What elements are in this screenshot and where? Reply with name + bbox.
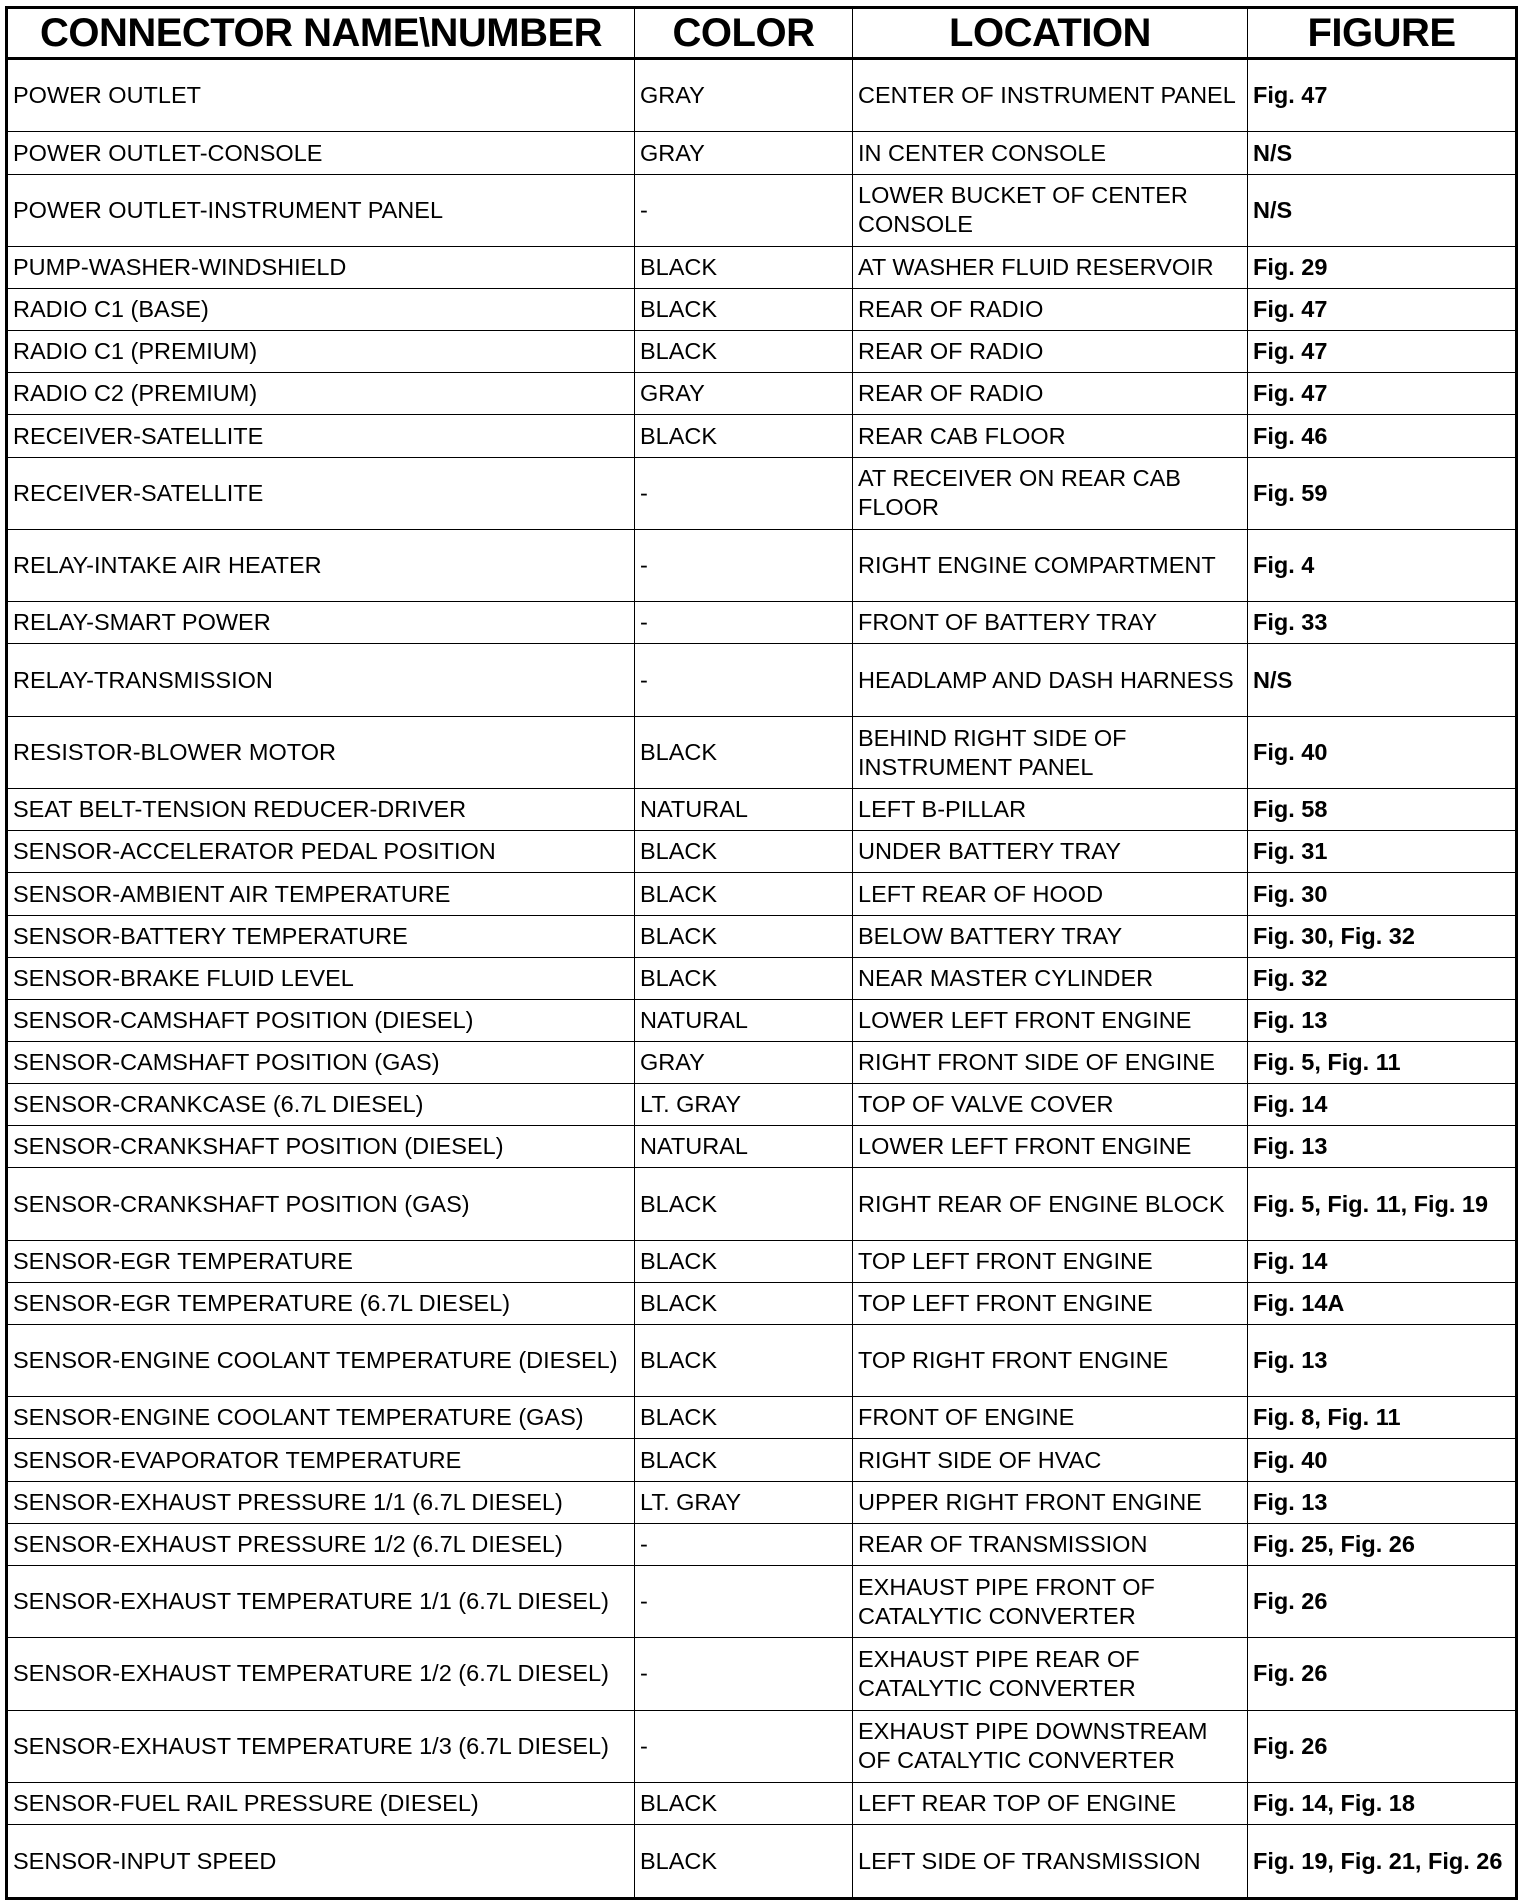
cell-connector-name: POWER OUTLET bbox=[7, 59, 635, 132]
cell-location: REAR CAB FLOOR bbox=[853, 415, 1248, 457]
cell-figure: Fig. 26 bbox=[1248, 1638, 1517, 1710]
cell-figure: Fig. 30 bbox=[1248, 873, 1517, 915]
cell-color: - bbox=[635, 1565, 853, 1637]
cell-connector-name: SEAT BELT-TENSION REDUCER-DRIVER bbox=[7, 789, 635, 831]
cell-figure: Fig. 5, Fig. 11, Fig. 19 bbox=[1248, 1168, 1517, 1240]
cell-figure: Fig. 25, Fig. 26 bbox=[1248, 1523, 1517, 1565]
cell-color: BLACK bbox=[635, 873, 853, 915]
table-row bbox=[7, 59, 1517, 132]
cell-color: - bbox=[635, 602, 853, 644]
table-row bbox=[7, 1282, 1517, 1324]
cell-color: GRAY bbox=[635, 59, 853, 132]
cell-color: BLACK bbox=[635, 1168, 853, 1240]
cell-connector-name: SENSOR-EXHAUST TEMPERATURE 1/2 (6.7L DIESEL) bbox=[7, 1638, 635, 1710]
cell-figure: N/S bbox=[1248, 132, 1517, 174]
cell-figure: Fig. 13 bbox=[1248, 1481, 1517, 1523]
cell-connector-name: SENSOR-INPUT SPEED bbox=[7, 1825, 635, 1899]
cell-color: NATURAL bbox=[635, 999, 853, 1041]
cell-figure: Fig. 59 bbox=[1248, 457, 1517, 529]
cell-location: EXHAUST PIPE DOWNSTREAM OF CATALYTIC CONVERTER bbox=[853, 1710, 1248, 1782]
table-row bbox=[7, 132, 1517, 174]
cell-figure: Fig. 26 bbox=[1248, 1565, 1517, 1637]
cell-color: GRAY bbox=[635, 1041, 853, 1083]
cell-color: BLACK bbox=[635, 1397, 853, 1439]
cell-connector-name: SENSOR-CAMSHAFT POSITION (DIESEL) bbox=[7, 999, 635, 1041]
cell-color: LT. GRAY bbox=[635, 1084, 853, 1126]
cell-connector-name: SENSOR-CRANKSHAFT POSITION (DIESEL) bbox=[7, 1126, 635, 1168]
table-row bbox=[7, 415, 1517, 457]
cell-connector-name: SENSOR-EGR TEMPERATURE (6.7L DIESEL) bbox=[7, 1282, 635, 1324]
table-body bbox=[7, 59, 1517, 1899]
cell-figure: Fig. 46 bbox=[1248, 415, 1517, 457]
cell-location: EXHAUST PIPE REAR OF CATALYTIC CONVERTER bbox=[853, 1638, 1248, 1710]
cell-connector-name: SENSOR-FUEL RAIL PRESSURE (DIESEL) bbox=[7, 1782, 635, 1824]
cell-connector-name: RECEIVER-SATELLITE bbox=[7, 415, 635, 457]
header-location: LOCATION bbox=[853, 8, 1248, 59]
cell-color: NATURAL bbox=[635, 1126, 853, 1168]
table-row bbox=[7, 1126, 1517, 1168]
cell-color: BLACK bbox=[635, 246, 853, 288]
cell-connector-name: SENSOR-CRANKCASE (6.7L DIESEL) bbox=[7, 1084, 635, 1126]
cell-connector-name: RESISTOR-BLOWER MOTOR bbox=[7, 716, 635, 788]
table-row bbox=[7, 1397, 1517, 1439]
header-row bbox=[7, 8, 1517, 59]
cell-color: BLACK bbox=[635, 1240, 853, 1282]
cell-color: BLACK bbox=[635, 1439, 853, 1481]
cell-connector-name: SENSOR-BRAKE FLUID LEVEL bbox=[7, 957, 635, 999]
cell-location: BELOW BATTERY TRAY bbox=[853, 915, 1248, 957]
cell-connector-name: SENSOR-CAMSHAFT POSITION (GAS) bbox=[7, 1041, 635, 1083]
table-row bbox=[7, 915, 1517, 957]
cell-connector-name: SENSOR-EXHAUST TEMPERATURE 1/3 (6.7L DIESEL) bbox=[7, 1710, 635, 1782]
cell-location: LEFT B-PILLAR bbox=[853, 789, 1248, 831]
cell-figure: Fig. 19, Fig. 21, Fig. 26 bbox=[1248, 1825, 1517, 1899]
cell-figure: Fig. 31 bbox=[1248, 831, 1517, 873]
table-row bbox=[7, 789, 1517, 831]
cell-location: TOP LEFT FRONT ENGINE bbox=[853, 1240, 1248, 1282]
cell-location: TOP OF VALVE COVER bbox=[853, 1084, 1248, 1126]
cell-color: BLACK bbox=[635, 415, 853, 457]
cell-connector-name: RADIO C2 (PREMIUM) bbox=[7, 373, 635, 415]
cell-connector-name: RADIO C1 (BASE) bbox=[7, 289, 635, 331]
cell-figure: Fig. 5, Fig. 11 bbox=[1248, 1041, 1517, 1083]
table-row bbox=[7, 831, 1517, 873]
cell-figure: Fig. 29 bbox=[1248, 246, 1517, 288]
cell-figure: Fig. 13 bbox=[1248, 1324, 1517, 1396]
cell-location: LEFT REAR OF HOOD bbox=[853, 873, 1248, 915]
table-row bbox=[7, 957, 1517, 999]
cell-figure: Fig. 47 bbox=[1248, 331, 1517, 373]
cell-figure: Fig. 40 bbox=[1248, 1439, 1517, 1481]
cell-color: - bbox=[635, 174, 853, 246]
cell-color: BLACK bbox=[635, 289, 853, 331]
table-row bbox=[7, 1825, 1517, 1899]
cell-connector-name: SENSOR-AMBIENT AIR TEMPERATURE bbox=[7, 873, 635, 915]
cell-connector-name: SENSOR-ENGINE COOLANT TEMPERATURE (DIESEL) bbox=[7, 1324, 635, 1396]
cell-location: AT RECEIVER ON REAR CAB FLOOR bbox=[853, 457, 1248, 529]
table-row bbox=[7, 331, 1517, 373]
table-row bbox=[7, 1481, 1517, 1523]
table-row bbox=[7, 1324, 1517, 1396]
connector-table-container bbox=[5, 6, 1515, 1900]
cell-location: RIGHT SIDE OF HVAC bbox=[853, 1439, 1248, 1481]
cell-figure: Fig. 14 bbox=[1248, 1240, 1517, 1282]
table-row bbox=[7, 1041, 1517, 1083]
header-connector-name: CONNECTOR NAME\NUMBER bbox=[7, 8, 635, 59]
cell-connector-name: PUMP-WASHER-WINDSHIELD bbox=[7, 246, 635, 288]
cell-connector-name: POWER OUTLET-INSTRUMENT PANEL bbox=[7, 174, 635, 246]
cell-connector-name: SENSOR-ENGINE COOLANT TEMPERATURE (GAS) bbox=[7, 1397, 635, 1439]
cell-connector-name: POWER OUTLET-CONSOLE bbox=[7, 132, 635, 174]
cell-color: BLACK bbox=[635, 1282, 853, 1324]
cell-color: - bbox=[635, 457, 853, 529]
cell-location: LOWER BUCKET OF CENTER CONSOLE bbox=[853, 174, 1248, 246]
table-row bbox=[7, 1638, 1517, 1710]
cell-location: REAR OF TRANSMISSION bbox=[853, 1523, 1248, 1565]
cell-color: BLACK bbox=[635, 915, 853, 957]
table-row bbox=[7, 999, 1517, 1041]
cell-color: GRAY bbox=[635, 373, 853, 415]
cell-connector-name: SENSOR-EXHAUST TEMPERATURE 1/1 (6.7L DIESEL) bbox=[7, 1565, 635, 1637]
cell-color: BLACK bbox=[635, 331, 853, 373]
cell-location: UNDER BATTERY TRAY bbox=[853, 831, 1248, 873]
table-row bbox=[7, 289, 1517, 331]
cell-location: HEADLAMP AND DASH HARNESS bbox=[853, 644, 1248, 716]
cell-location: REAR OF RADIO bbox=[853, 373, 1248, 415]
header-figure: FIGURE bbox=[1248, 8, 1517, 59]
table-row bbox=[7, 644, 1517, 716]
cell-location: EXHAUST PIPE FRONT OF CATALYTIC CONVERTER bbox=[853, 1565, 1248, 1637]
cell-location: FRONT OF ENGINE bbox=[853, 1397, 1248, 1439]
cell-location: RIGHT REAR OF ENGINE BLOCK bbox=[853, 1168, 1248, 1240]
cell-connector-name: RECEIVER-SATELLITE bbox=[7, 457, 635, 529]
cell-location: AT WASHER FLUID RESERVOIR bbox=[853, 246, 1248, 288]
cell-location: FRONT OF BATTERY TRAY bbox=[853, 602, 1248, 644]
cell-color: - bbox=[635, 644, 853, 716]
cell-connector-name: RELAY-SMART POWER bbox=[7, 602, 635, 644]
table-row bbox=[7, 1168, 1517, 1240]
table-row bbox=[7, 873, 1517, 915]
table-row bbox=[7, 716, 1517, 788]
table-row bbox=[7, 1782, 1517, 1824]
cell-location: BEHIND RIGHT SIDE OF INSTRUMENT PANEL bbox=[853, 716, 1248, 788]
cell-location: RIGHT ENGINE COMPARTMENT bbox=[853, 529, 1248, 601]
cell-color: - bbox=[635, 1523, 853, 1565]
cell-color: BLACK bbox=[635, 716, 853, 788]
cell-location: TOP LEFT FRONT ENGINE bbox=[853, 1282, 1248, 1324]
cell-location: REAR OF RADIO bbox=[853, 331, 1248, 373]
table-row bbox=[7, 373, 1517, 415]
cell-figure: Fig. 14A bbox=[1248, 1282, 1517, 1324]
cell-connector-name: SENSOR-EGR TEMPERATURE bbox=[7, 1240, 635, 1282]
cell-connector-name: RELAY-TRANSMISSION bbox=[7, 644, 635, 716]
cell-location: LEFT REAR TOP OF ENGINE bbox=[853, 1782, 1248, 1824]
cell-color: BLACK bbox=[635, 957, 853, 999]
cell-color: BLACK bbox=[635, 1782, 853, 1824]
cell-figure: Fig. 14 bbox=[1248, 1084, 1517, 1126]
cell-connector-name: SENSOR-BATTERY TEMPERATURE bbox=[7, 915, 635, 957]
table-row bbox=[7, 457, 1517, 529]
cell-location: NEAR MASTER CYLINDER bbox=[853, 957, 1248, 999]
table-row bbox=[7, 1439, 1517, 1481]
cell-figure: Fig. 40 bbox=[1248, 716, 1517, 788]
table-row bbox=[7, 529, 1517, 601]
cell-connector-name: RADIO C1 (PREMIUM) bbox=[7, 331, 635, 373]
cell-figure: Fig. 13 bbox=[1248, 1126, 1517, 1168]
cell-color: NATURAL bbox=[635, 789, 853, 831]
cell-figure: Fig. 26 bbox=[1248, 1710, 1517, 1782]
cell-location: CENTER OF INSTRUMENT PANEL bbox=[853, 59, 1248, 132]
cell-color: - bbox=[635, 1638, 853, 1710]
cell-location: LOWER LEFT FRONT ENGINE bbox=[853, 1126, 1248, 1168]
cell-location: REAR OF RADIO bbox=[853, 289, 1248, 331]
cell-location: RIGHT FRONT SIDE OF ENGINE bbox=[853, 1041, 1248, 1083]
cell-color: LT. GRAY bbox=[635, 1481, 853, 1523]
cell-connector-name: SENSOR-EXHAUST PRESSURE 1/2 (6.7L DIESEL) bbox=[7, 1523, 635, 1565]
cell-connector-name: SENSOR-EVAPORATOR TEMPERATURE bbox=[7, 1439, 635, 1481]
cell-connector-name: SENSOR-CRANKSHAFT POSITION (GAS) bbox=[7, 1168, 635, 1240]
cell-location: LEFT SIDE OF TRANSMISSION bbox=[853, 1825, 1248, 1899]
cell-figure: N/S bbox=[1248, 644, 1517, 716]
cell-figure: N/S bbox=[1248, 174, 1517, 246]
cell-location: IN CENTER CONSOLE bbox=[853, 132, 1248, 174]
table-row bbox=[7, 1523, 1517, 1565]
cell-color: BLACK bbox=[635, 1825, 853, 1899]
cell-connector-name: SENSOR-EXHAUST PRESSURE 1/1 (6.7L DIESEL) bbox=[7, 1481, 635, 1523]
cell-connector-name: SENSOR-ACCELERATOR PEDAL POSITION bbox=[7, 831, 635, 873]
cell-connector-name: RELAY-INTAKE AIR HEATER bbox=[7, 529, 635, 601]
cell-color: BLACK bbox=[635, 831, 853, 873]
cell-color: BLACK bbox=[635, 1324, 853, 1396]
cell-figure: Fig. 32 bbox=[1248, 957, 1517, 999]
cell-figure: Fig. 58 bbox=[1248, 789, 1517, 831]
cell-figure: Fig. 47 bbox=[1248, 59, 1517, 132]
cell-figure: Fig. 14, Fig. 18 bbox=[1248, 1782, 1517, 1824]
cell-figure: Fig. 47 bbox=[1248, 289, 1517, 331]
table-row bbox=[7, 1565, 1517, 1637]
table-row bbox=[7, 246, 1517, 288]
cell-figure: Fig. 30, Fig. 32 bbox=[1248, 915, 1517, 957]
header-color: COLOR bbox=[635, 8, 853, 59]
connector-table bbox=[5, 6, 1518, 1900]
table-row bbox=[7, 1710, 1517, 1782]
table-row bbox=[7, 1084, 1517, 1126]
cell-location: LOWER LEFT FRONT ENGINE bbox=[853, 999, 1248, 1041]
table-header bbox=[7, 8, 1517, 59]
table-row bbox=[7, 1240, 1517, 1282]
cell-color: - bbox=[635, 1710, 853, 1782]
cell-figure: Fig. 8, Fig. 11 bbox=[1248, 1397, 1517, 1439]
cell-figure: Fig. 4 bbox=[1248, 529, 1517, 601]
cell-color: GRAY bbox=[635, 132, 853, 174]
cell-location: UPPER RIGHT FRONT ENGINE bbox=[853, 1481, 1248, 1523]
cell-figure: Fig. 33 bbox=[1248, 602, 1517, 644]
table-row bbox=[7, 602, 1517, 644]
cell-figure: Fig. 13 bbox=[1248, 999, 1517, 1041]
cell-color: - bbox=[635, 529, 853, 601]
cell-location: TOP RIGHT FRONT ENGINE bbox=[853, 1324, 1248, 1396]
table-row bbox=[7, 174, 1517, 246]
cell-figure: Fig. 47 bbox=[1248, 373, 1517, 415]
